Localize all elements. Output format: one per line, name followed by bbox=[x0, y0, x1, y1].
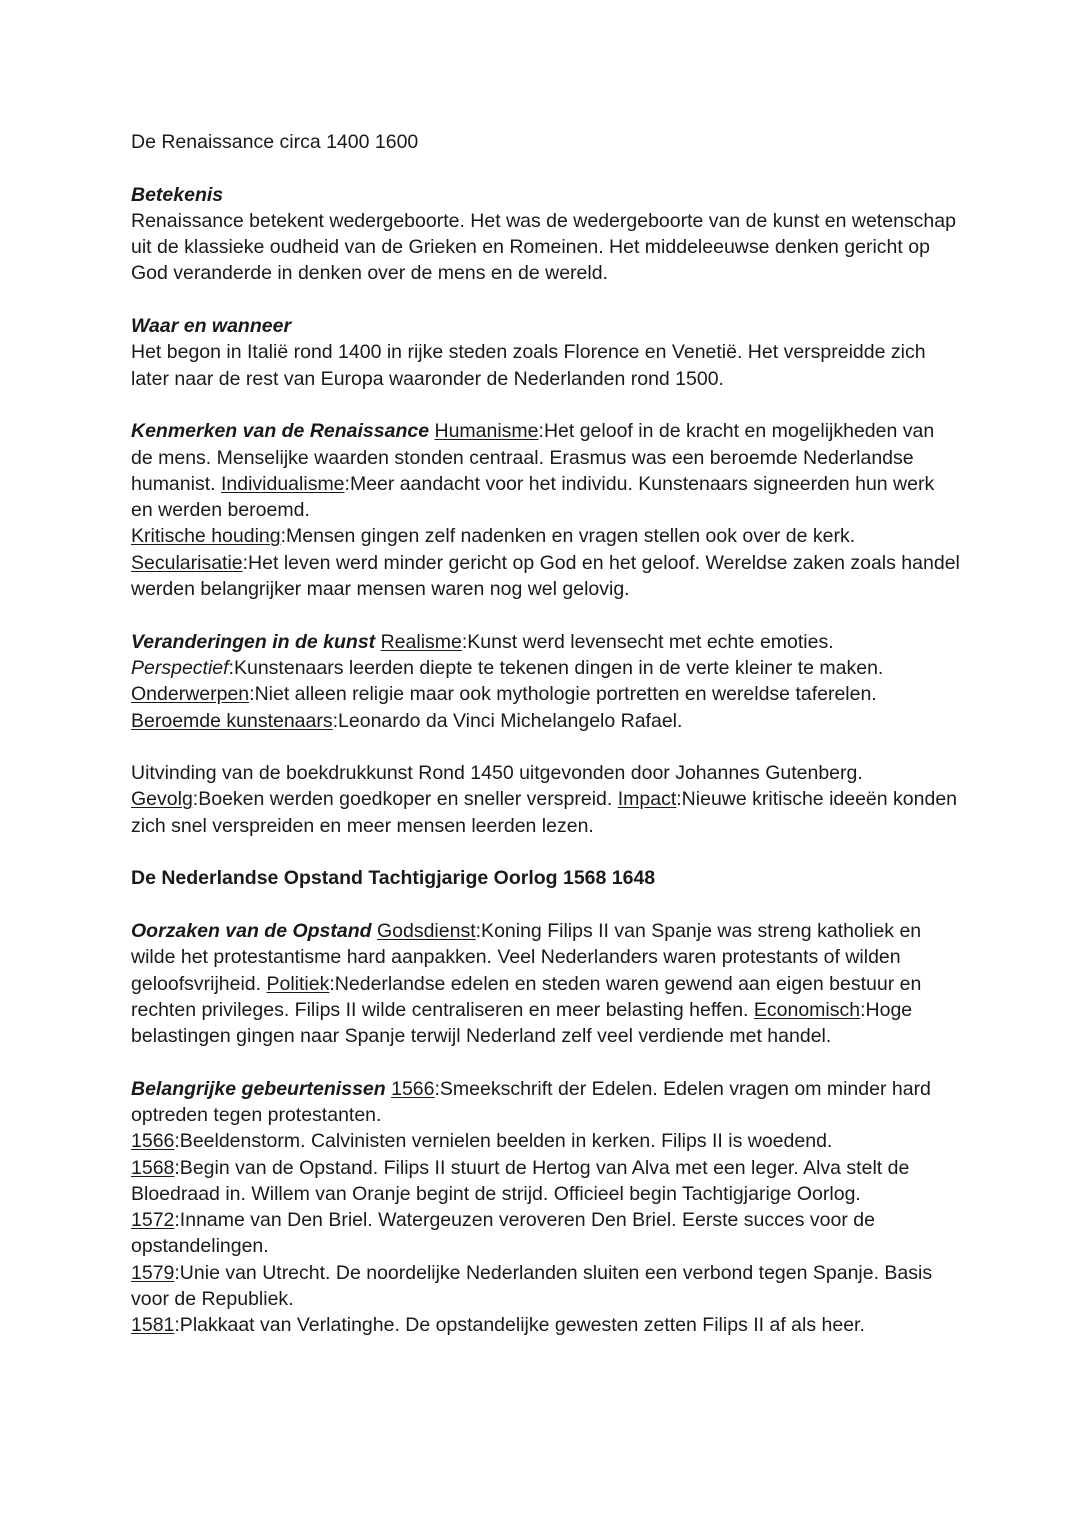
heading-gebeurtenissen: Belangrijke gebeurtenissen bbox=[131, 1077, 386, 1100]
text-realisme: :Kunst werd levensecht met echte emoties. bbox=[461, 630, 834, 653]
event-1566-beeldenstorm bbox=[131, 1128, 961, 1154]
event-text: :Smeekschrift der Edelen. Edelen vragen om minder hard optreden tegen protestanten. bbox=[131, 1077, 931, 1126]
term-onderwerpen: Onderwerpen bbox=[131, 683, 250, 706]
event-1579-unie-utrecht bbox=[131, 1260, 961, 1313]
term-perspectief: Perspectief bbox=[131, 656, 229, 679]
paragraph-oorzaken bbox=[131, 918, 961, 1049]
spacer bbox=[131, 287, 961, 313]
paragraph-waar-en-wanneer: Het begon in Italië rond 1400 in rijke steden zoals Florence en Venetië. Het verspreidde zich later naar de rest van Europa waaronder de Nederlanden rond 1500. bbox=[131, 341, 926, 390]
event-text: :Inname van Den Briel. Watergeuzen veroveren Den Briel. Eerste succes voor de opstandelingen. bbox=[131, 1209, 875, 1258]
event-year: 1568 bbox=[131, 1156, 175, 1179]
heading-oorzaken: Oorzaken van de Opstand bbox=[131, 919, 372, 942]
text-godsdienst: :Koning Filips II van Spanje was streng katholiek en wilde het protestantisme hard aanpakken. Veel Nederlanders waren protestants of wilden geloofsvrijheid. bbox=[131, 919, 922, 995]
term-secularisatie: Secularisatie bbox=[131, 551, 243, 574]
text-onderwerpen: :Niet alleen religie maar ook mythologie portretten en wereldse taferelen. bbox=[249, 683, 877, 706]
section-title-opstand: De Nederlandse Opstand Tachtigjarige Oorlog 1568 1648 bbox=[131, 867, 656, 890]
spacer bbox=[131, 392, 961, 418]
document-page bbox=[131, 129, 961, 1339]
term-gevolg: Gevolg bbox=[131, 788, 193, 811]
paragraph-gevolg-impact bbox=[131, 786, 961, 839]
heading-betekenis: Betekenis bbox=[131, 183, 224, 206]
spacer bbox=[131, 1049, 961, 1075]
term-politiek: Politiek bbox=[266, 972, 330, 995]
term-realisme: Realisme bbox=[380, 630, 462, 653]
heading-veranderingen-kunst: Veranderingen in de kunst bbox=[131, 630, 376, 653]
heading-kenmerken: Kenmerken van de Renaissance bbox=[131, 420, 430, 443]
text-kritische-houding: :Mensen gingen zelf nadenken en vragen stellen ook over de kerk. bbox=[280, 525, 856, 548]
text-gevolg: :Boeken werden goedkoper en sneller verspreid. bbox=[192, 788, 618, 811]
event-text: :Plakkaat van Verlatinghe. De opstandelijke gewesten zetten Filips II af als heer. bbox=[174, 1314, 865, 1337]
event-year: 1566 bbox=[131, 1130, 175, 1153]
text-perspectief: :Kunstenaars leerden diepte te tekenen dingen in de verte kleiner te maken. bbox=[228, 656, 884, 679]
paragraph-kenmerken bbox=[131, 418, 961, 523]
text-individualisme: :Meer aandacht voor het individu. Kunstenaars signeerden hun werk en werden beroemd. bbox=[131, 472, 935, 522]
spacer bbox=[131, 602, 961, 628]
term-godsdienst: Godsdienst bbox=[376, 919, 476, 942]
term-beroemde-kunstenaars: Beroemde kunstenaars bbox=[131, 709, 333, 732]
text-politiek: :Nederlandse edelen en steden waren gewend aan eigen bestuur en rechten privileges. Filips II wilde centraliseren en meer belasting heffen. bbox=[131, 972, 922, 1021]
term-impact: Impact bbox=[617, 788, 677, 811]
paragraph-betekenis: Renaissance betekent wedergeboorte. Het was de wedergeboorte van de kunst en wetenschap uit de klassieke oudheid van de Grieken en Romeinen. Het middeleeuwse denken gericht op God veranderde in denken over de mens en de wereld. bbox=[131, 209, 956, 285]
term-kritische-houding: Kritische houding bbox=[131, 525, 281, 548]
event-text: :Beeldenstorm. Calvinisten vernielen beelden in kerken. Filips II is woedend. bbox=[174, 1130, 833, 1153]
event-1566-smeekschrift bbox=[131, 1076, 961, 1129]
spacer bbox=[131, 839, 961, 865]
event-1572-den-briel bbox=[131, 1207, 961, 1260]
term-humanisme: Humanisme bbox=[434, 420, 539, 443]
paragraph-boekdrukkunst: Uitvinding van de boekdrukkunst Rond 1450 uitgevonden door Johannes Gutenberg. bbox=[131, 762, 863, 785]
spacer bbox=[131, 155, 961, 181]
text-economisch: :Hoge belastingen gingen naar Spanje terwijl Nederland zelf veel verdiende met handel. bbox=[131, 998, 913, 1048]
text-impact: :Nieuwe kritische ideeën konden zich snel verspreiden en meer mensen leerden lezen. bbox=[131, 788, 958, 837]
heading-waar-en-wanneer: Waar en wanneer bbox=[131, 315, 292, 338]
event-year: 1579 bbox=[131, 1261, 175, 1284]
event-year: 1581 bbox=[131, 1314, 175, 1337]
text-secularisatie: :Het leven werd minder gericht op God en het geloof. Wereldse zaken zoals handel werden belangrijker maar mensen waren nog wel gelovig. bbox=[131, 551, 960, 601]
event-text: :Begin van de Opstand. Filips II stuurt de Hertog van Alva met een leger. Alva stelt de Bloedraad in. Willem van Oranje begint de strijd. Officieel begin Tachtigjarige Oorlog. bbox=[131, 1156, 910, 1205]
text-humanisme: :Het geloof in de kracht en mogelijkheden van de mens. Menselijke waarden stonden centraal. Erasmus was een beroemde Nederlandse humanist. bbox=[131, 420, 935, 495]
paragraph-kunst bbox=[131, 629, 961, 655]
document-title: De Renaissance circa 1400 1600 bbox=[131, 131, 419, 153]
event-1568-begin-opstand bbox=[131, 1155, 961, 1208]
paragraph-kunstenaars bbox=[131, 708, 961, 734]
paragraph-onderwerpen bbox=[131, 681, 961, 707]
paragraph-perspectief bbox=[131, 655, 961, 681]
text-beroemde-kunstenaars: :Leonardo da Vinci Michelangelo Rafael. bbox=[332, 709, 683, 732]
term-individualisme: Individualisme bbox=[220, 472, 345, 495]
paragraph-kritische-houding bbox=[131, 523, 961, 549]
event-text: :Unie van Utrecht. De noordelijke Nederlanden sluiten een verbond tegen Spanje. Basis voor de Republiek. bbox=[131, 1261, 933, 1311]
spacer bbox=[131, 892, 961, 918]
event-1581-plakkaat bbox=[131, 1312, 961, 1338]
spacer bbox=[131, 734, 961, 760]
event-year: 1566 bbox=[391, 1077, 435, 1100]
event-year: 1572 bbox=[131, 1209, 175, 1232]
term-economisch: Economisch bbox=[753, 998, 861, 1021]
paragraph-secularisatie bbox=[131, 550, 961, 603]
